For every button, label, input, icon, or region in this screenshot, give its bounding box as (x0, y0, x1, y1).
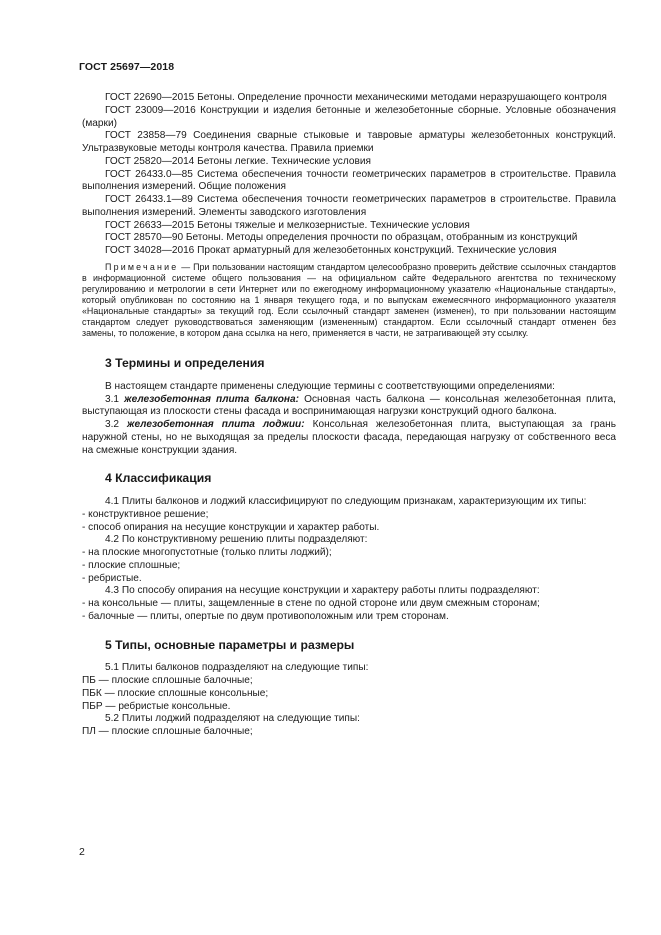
reference-item: ГОСТ 22690—2015 Бетоны. Определение прочности механическими методами неразрушающего контроля (105, 92, 607, 103)
clause-4-2: 4.2 По конструктивному решению плиты подразделяют: (105, 534, 368, 546)
term-number: 3.1 (105, 393, 125, 405)
list-item: ПБК — плоские сплошные консольные; (82, 687, 269, 699)
section-3-intro: В настоящем стандарте применены следующие термины с соответствующими определениями: (105, 380, 555, 392)
reference-item: ГОСТ 26433.0—85 Система обеспечения точности геометрических параметров в строительстве. Правила выполнения измерений. Общие положения (82, 168, 616, 193)
list-item: - на консольные — плиты, защемленные в стене по одной стороне или двум смежным сторонам; (82, 598, 540, 610)
clause-5-2: 5.2 Плиты лоджий подразделяют на следующие типы: (105, 713, 360, 725)
reference-item: ГОСТ 28570—90 Бетоны. Методы определения прочности по образцам, отобранным из конструкций (105, 232, 578, 244)
term-number: 3.2 (105, 419, 128, 431)
reference-item: ГОСТ 23009—2016 Конструкции и изделия бетонные и железобетонные сборные. Условные обозначения (марки) (82, 104, 616, 129)
reference-note (82, 262, 616, 339)
term-definition: Основная часть балкона — консольная железобетонная плита, выступающая из плоскости стены фасада и воспринимающая нагрузки конструкций одного балкона. (82, 393, 616, 418)
term-3-2 (82, 419, 616, 457)
list-item: ПЛ — плоские сплошные балочные; (82, 726, 253, 738)
list-item: - способ опирания на несущие конструкции и характер работы. (82, 521, 380, 533)
list-item: - ребристые. (82, 572, 142, 584)
term-name: железобетонная плита балкона: (124, 393, 299, 405)
reference-item: ГОСТ 25820—2014 Бетоны легкие. Технические условия (105, 155, 371, 167)
reference-item: ГОСТ 23858—79 Соединения сварные стыковые и тавровые арматуры железобетонных конструкций. Ультразвуковые методы контроля качества. Правила приемки (82, 130, 616, 154)
document-body (82, 92, 616, 739)
section-5-heading: 5 Типы, основные параметры и размеры (105, 637, 355, 652)
clause-5-1: 5.1 Плиты балконов подразделяют на следующие типы: (105, 662, 369, 674)
section-4-heading: 4 Классификация (105, 471, 212, 486)
note-label: Примечание (105, 261, 179, 272)
note-text: — При пользовании настоящим стандартом целесообразно проверить действие ссылочных стандартов в информационной системе общего пользования — на официальном сайте Федерального агентства по техническому регулированию и метрологии в сети Интернет или по ежегодному информационному указателю «Национальные стандарты», который опубликован по состоянию на 1 января текущего года, и по выпускам ежемесячного информационного указателя «Национальные стандарты» за текущий год. Если ссылочный стандарт заменен (изменен), то при пользовании настоящим стандартом следует руководствоваться заменяющим (измененным) стандартом. Если ссылочный стандарт отменен без замены, то положение, в котором дана ссылка на него, применяется в части, не затрагивающей эту ссылку. (82, 261, 616, 339)
term-3-1 (82, 394, 616, 420)
term-name: железобетонная плита лоджии: (127, 419, 305, 431)
list-item: ПБР — ребристые консольные. (82, 700, 231, 712)
references-list (82, 92, 616, 258)
list-item: - балочные — плиты, опертые по двум противоположным или трем сторонам. (82, 610, 449, 622)
list-item: - конструктивное решение; (82, 508, 209, 520)
clause-4-1: 4.1 Плиты балконов и лоджий классифицируют по следующим признакам, характеризующим их типы: (105, 496, 587, 508)
reference-item: ГОСТ 26433.1—89 Система обеспечения точности геометрических параметров в строительстве. Правила выполнения измерений. Элементы заводского изготовления (82, 194, 616, 218)
term-definition: Консольная железобетонная плита, выступающая за грань наружной стены, но не выходящая за пределы плоскости фасада, передающая нагрузку от собственного веса на смежные конструкции здания. (82, 419, 617, 456)
reference-item: ГОСТ 34028—2016 Прокат арматурный для железобетонных конструкций. Технические условия (105, 245, 557, 256)
clause-4-3: 4.3 По способу опирания на несущие конструкции и характеру работы плиты подразделяют: (105, 585, 540, 597)
list-item: ПБ — плоские сплошные балочные; (82, 675, 253, 687)
list-item: - плоские сплошные; (82, 559, 181, 571)
standard-code-header: ГОСТ 25697—2018 (79, 61, 175, 73)
section-3-heading: 3 Термины и определения (105, 356, 265, 371)
page-number: 2 (79, 846, 85, 858)
reference-item: ГОСТ 26633—2015 Бетоны тяжелые и мелкозернистые. Технические условия (105, 219, 470, 231)
list-item: - на плоские многопустотные (только плиты лоджий); (82, 547, 332, 559)
